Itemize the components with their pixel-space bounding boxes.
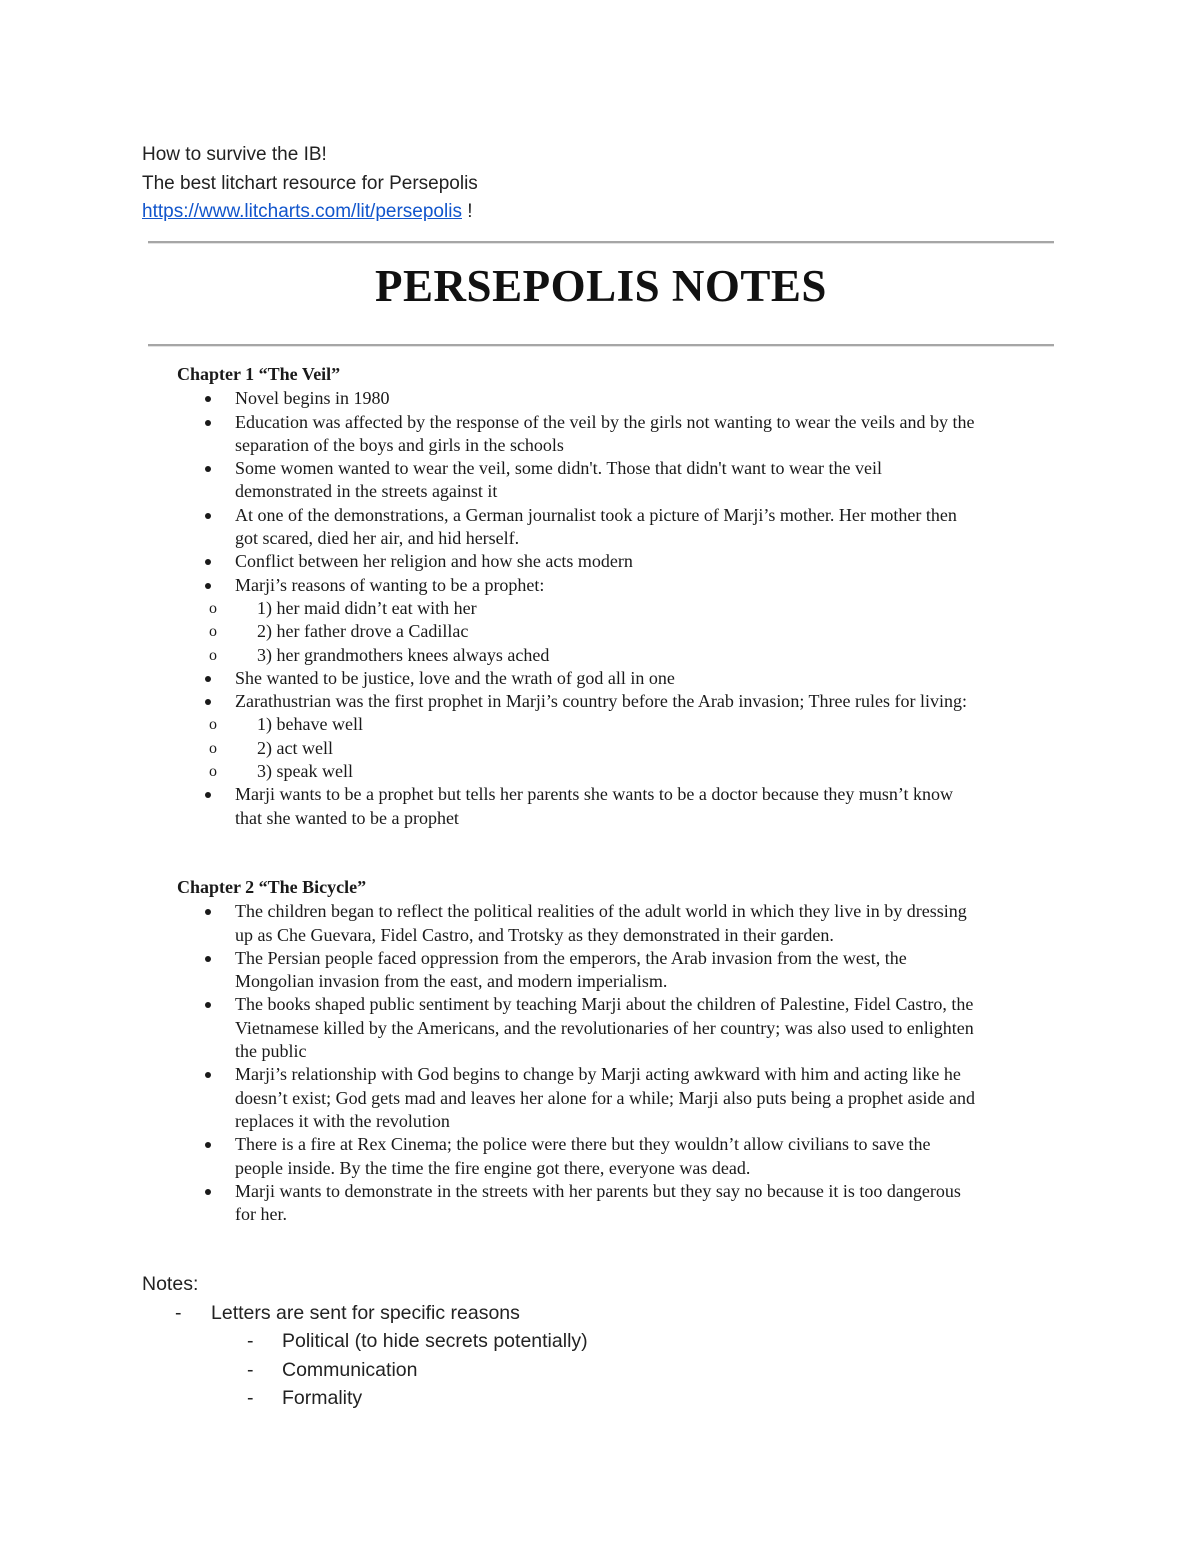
list-item: Marji wants to be a prophet but tells her parents she wants to be a doctor because they musn’t know that she wanted to be a prophet — [177, 783, 977, 830]
link-suffix: ! — [461, 201, 473, 222]
sub-list-item: o 3) her grandmothers knees always ached — [177, 644, 977, 667]
bullet-icon — [205, 1142, 211, 1148]
rules-for-living-list — [177, 713, 977, 783]
sub-list-item: o 3) speak well — [177, 760, 977, 783]
chapter-1-bullets-final — [177, 783, 977, 830]
bullet-icon — [205, 559, 211, 565]
bullet-icon — [205, 909, 211, 915]
sub-list-item: - Communication — [142, 1356, 588, 1385]
list-item: There is a fire at Rex Cinema; the police were there but they wouldn’t allow civilians to save the people inside. By the time the fire engine got there, everyone was dead. — [177, 1133, 977, 1180]
bullet-icon — [205, 1189, 211, 1195]
list-item: Marji’s relationship with God begins to change by Marji acting awkward with him and acting like he doesn’t exist; God gets mad and leaves her alone for a while; Marji also puts being a prophet aside and replaces it with the revolution — [177, 1063, 977, 1133]
bullet-icon — [205, 792, 211, 798]
sub-bullet-icon: o — [209, 623, 217, 641]
bullet-icon — [205, 1002, 211, 1008]
litcharts-link[interactable]: https://www.litcharts.com/lit/persepolis — [142, 201, 462, 222]
notes-section — [142, 1270, 588, 1413]
chapter-2-section — [177, 876, 977, 1226]
intro-link-line — [142, 198, 478, 227]
list-item: Conflict between her religion and how she acts modern — [177, 550, 977, 573]
list-item: Novel begins in 1980 — [177, 387, 977, 410]
notes-list — [142, 1299, 588, 1413]
list-item: The children began to reflect the political realities of the adult world in which they live in by dressing up as Che Guevara, Fidel Castro, and Trotsky as they demonstrated in their garden. — [177, 900, 977, 947]
list-item: Marji wants to demonstrate in the streets with her parents but they say no because it is too dangerous for her. — [177, 1180, 977, 1227]
chapter-2-heading: Chapter 2 “The Bicycle” — [177, 877, 367, 897]
chapter-1-heading: Chapter 1 “The Veil” — [177, 364, 341, 384]
list-item: The books shaped public sentiment by teaching Marji about the children of Palestine, Fidel Castro, the Vietnamese killed by the Americans, and the revolutionaries of her country; was also used to enlighten the public — [177, 993, 977, 1063]
title-rule-top — [148, 241, 1054, 244]
bullet-icon — [205, 699, 211, 705]
bullet-icon — [205, 583, 211, 589]
dash-bullet: - — [247, 1330, 254, 1353]
dash-bullet: - — [247, 1358, 254, 1381]
sub-list-item: o 1) behave well — [177, 713, 977, 736]
notes-heading: Notes: — [142, 1273, 199, 1295]
document-title: PERSEPOLIS NOTES — [375, 261, 827, 311]
bullet-icon — [205, 466, 211, 472]
intro-line-survive: How to survive the IB! — [142, 144, 327, 165]
sub-bullet-icon: o — [209, 716, 217, 734]
dash-bullet: - — [175, 1301, 182, 1324]
bullet-icon — [205, 956, 211, 962]
list-item: At one of the demonstrations, a German journalist took a picture of Marji’s mother. Her mother then got scared, died her air, and hid herself. — [177, 504, 977, 551]
intro-block — [142, 141, 478, 227]
sub-bullet-icon: o — [209, 763, 217, 781]
list-item: Zarathustrian was the first prophet in Marji’s country before the Arab invasion; Three rules for living: — [177, 690, 977, 713]
intro-line-resource: The best litchart resource for Persepolis — [142, 172, 478, 194]
list-item: The Persian people faced oppression from the emperors, the Arab invasion from the west, the Mongolian invasion from the east, and modern imperialism. — [177, 947, 977, 994]
prophet-reasons-list — [177, 597, 977, 667]
sub-list-item: o 2) act well — [177, 737, 977, 760]
list-item: - Letters are sent for specific reasons — [142, 1299, 588, 1328]
dash-bullet: - — [247, 1387, 254, 1410]
sub-list-item: - Formality — [142, 1384, 588, 1413]
list-item: Some women wanted to wear the veil, some didn't. Those that didn't want to wear the veil demonstrated in the streets against it — [177, 457, 977, 504]
list-item: She wanted to be justice, love and the wrath of god all in one — [177, 667, 977, 690]
sub-list-item: o 1) her maid didn’t eat with her — [177, 597, 977, 620]
chapter-1-bullets — [177, 387, 977, 597]
bullet-icon — [205, 420, 211, 426]
title-rule-bottom — [148, 344, 1054, 347]
sub-list-item: o 2) her father drove a Cadillac — [177, 620, 977, 643]
list-item: Marji’s reasons of wanting to be a prophet: — [177, 574, 977, 597]
chapter-2-bullets — [177, 900, 977, 1226]
chapter-1-section — [177, 363, 977, 830]
sub-list-item: - Political (to hide secrets potentially) — [142, 1327, 588, 1356]
list-item: Education was affected by the response of the veil by the girls not wanting to wear the veils and by the separation of the boys and girls in the schools — [177, 411, 977, 458]
bullet-icon — [205, 513, 211, 519]
bullet-icon — [205, 396, 211, 402]
sub-bullet-icon: o — [209, 739, 217, 757]
bullet-icon — [205, 1072, 211, 1078]
sub-bullet-icon: o — [209, 599, 217, 617]
bullet-icon — [205, 676, 211, 682]
sub-bullet-icon: o — [209, 646, 217, 664]
chapter-1-bullets-continued — [177, 667, 977, 714]
